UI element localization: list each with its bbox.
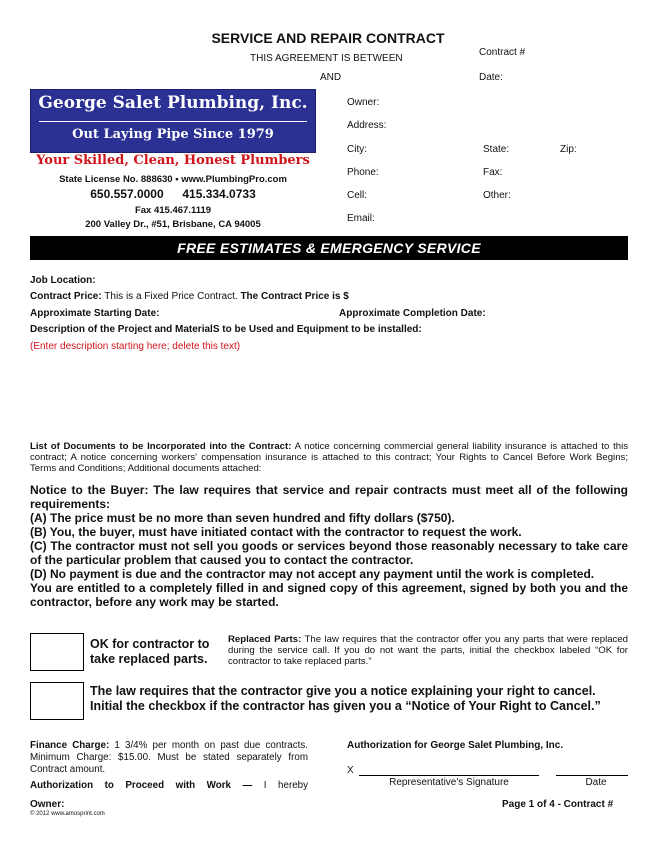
right-to-cancel-notice: The law requires that the contractor give you a notice explaining your right to cancel. Initial the checkbox if the contractor has given you a “Notice of Your Right to Cancel.”	[90, 684, 601, 713]
page-number: Page 1 of 4 - Contract #	[502, 799, 614, 810]
state-field-label: State:	[483, 144, 510, 155]
and-label: AND	[320, 72, 342, 83]
city-field-label: City:	[347, 144, 367, 155]
description-label: Description of the Project and MaterialS to be Used and Equipment to be installed:	[30, 324, 422, 335]
finance-charge-text: 1 3/4% per month on past due contracts. Minimum Charge: $15.00. Must be stated separately from Contract amount.	[30, 740, 309, 775]
logo-divider	[39, 121, 307, 122]
representative-signature-line[interactable]	[359, 775, 539, 776]
free-estimates-banner: FREE ESTIMATES & EMERGENCY SERVICE	[30, 236, 628, 260]
documents-text: A notice concerning commercial general liability insurance is attached to this contract; A notice concerning workers' compensation insurance is attached to this contract; Your Rights to Cancel Before Work Begins; Terms and Conditions; Additional documents attached:	[30, 441, 629, 474]
notice-item-c: (C) The contractor must not sell you goods or services beyond those reasonably necessary to take care of the particular problem that caused you to contact the contractor.	[30, 539, 628, 567]
description-input[interactable]: (Enter description starting here; delete this text)	[30, 341, 241, 352]
replaced-parts-text: The law requires that the contractor offer you any parts that were replaced during the service call. If you do not want the parts, initial the checkbox labeled “OK for contractor to take replaced parts.”	[228, 634, 629, 667]
starting-date-label: Approximate Starting Date:	[30, 308, 160, 319]
address-field-label: Address:	[347, 120, 387, 131]
date-label: Date:	[479, 72, 503, 83]
signature-date-label: Date	[585, 777, 607, 788]
company-name: George Salet Plumbing, Inc.	[38, 93, 308, 113]
license-and-website: State License No. 888630 • www.PlumbingPro.com	[59, 174, 287, 185]
email-field-label: Email:	[347, 213, 375, 224]
replaced-parts-paragraph	[228, 634, 628, 667]
cell-field-label: Cell:	[347, 190, 368, 201]
owner-field-label: Owner:	[347, 97, 380, 108]
phone-secondary: 415.334.0733	[182, 187, 256, 201]
contract-number-label: Contract #	[479, 47, 526, 58]
authorization-to-proceed-label: Authorization to Proceed with Work —	[30, 780, 253, 791]
notice-item-d: (D) No payment is due and the contractor may not accept any payment until the work is completed.	[30, 567, 595, 581]
signature-x-mark: X	[347, 765, 354, 776]
documents-paragraph	[30, 441, 628, 474]
fax-field-label: Fax:	[483, 167, 503, 178]
authorization-to-proceed	[30, 780, 308, 791]
replaced-parts-title: Replaced Parts:	[228, 634, 302, 645]
representative-signature-label: Representative's Signature	[389, 777, 509, 788]
notice-item-a: (A) The price must be no more than seven hundred and fifty dollars ($750).	[30, 511, 455, 525]
contract-title: SERVICE AND REPAIR CONTRACT	[211, 30, 445, 46]
contract-price-line	[30, 291, 349, 302]
notice-item-b: (B) You, the buyer, must have initiated contact with the contractor to request the work.	[30, 525, 522, 539]
contract-price-label: Contract Price:	[30, 291, 102, 302]
authorization-to-proceed-text: I hereby	[252, 780, 308, 791]
phone-field-label: Phone:	[347, 167, 379, 178]
contract-price-amount-label: The Contract Price is $	[240, 291, 349, 302]
phone-primary: 650.557.0000	[90, 187, 164, 201]
other-field-label: Other:	[483, 190, 511, 201]
completion-date-label: Approximate Completion Date:	[339, 308, 486, 319]
zip-field-label: Zip:	[560, 144, 577, 155]
company-fax: Fax 415.467.1119	[134, 205, 212, 216]
notice-intro: Notice to the Buyer: The law requires that service and repair contracts must meet all of the following requirements:	[30, 483, 628, 511]
finance-charge-paragraph	[30, 740, 308, 776]
signature-date-line[interactable]	[556, 775, 628, 776]
copyright-notice: © 2012 www.amosprint.com	[30, 811, 105, 817]
company-phones	[30, 187, 316, 201]
company-logo	[30, 89, 316, 153]
contract-price-text: This is a Fixed Price Contract.	[101, 291, 241, 302]
right-to-cancel-checkbox[interactable]	[30, 682, 84, 720]
job-location-label: Job Location:	[30, 275, 96, 286]
company-authorization-title: Authorization for George Salet Plumbing, Inc.	[347, 740, 564, 751]
notice-to-buyer	[30, 483, 628, 609]
owner-signature-label: Owner:	[30, 799, 65, 810]
replaced-parts-checkbox[interactable]	[30, 633, 84, 671]
documents-label: List of Documents to be Incorporated into the Contract:	[30, 441, 292, 452]
company-tagline: Out Laying Pipe Since 1979	[72, 127, 274, 142]
agreement-between-label: THIS AGREEMENT IS BETWEEN	[250, 53, 403, 64]
replaced-parts-ok-label: OK for contractor to take replaced parts.	[90, 637, 210, 666]
notice-entitled: You are entitled to a completely filled in and signed copy of this agreement, signed by both you and the contractor, before any work may be started.	[30, 581, 628, 609]
finance-charge-label: Finance Charge:	[30, 740, 110, 751]
company-slogan: Your Skilled, Clean, Honest Plumbers	[36, 153, 310, 168]
company-address: 200 Valley Dr., #51, Brisbane, CA 94005	[85, 219, 261, 230]
